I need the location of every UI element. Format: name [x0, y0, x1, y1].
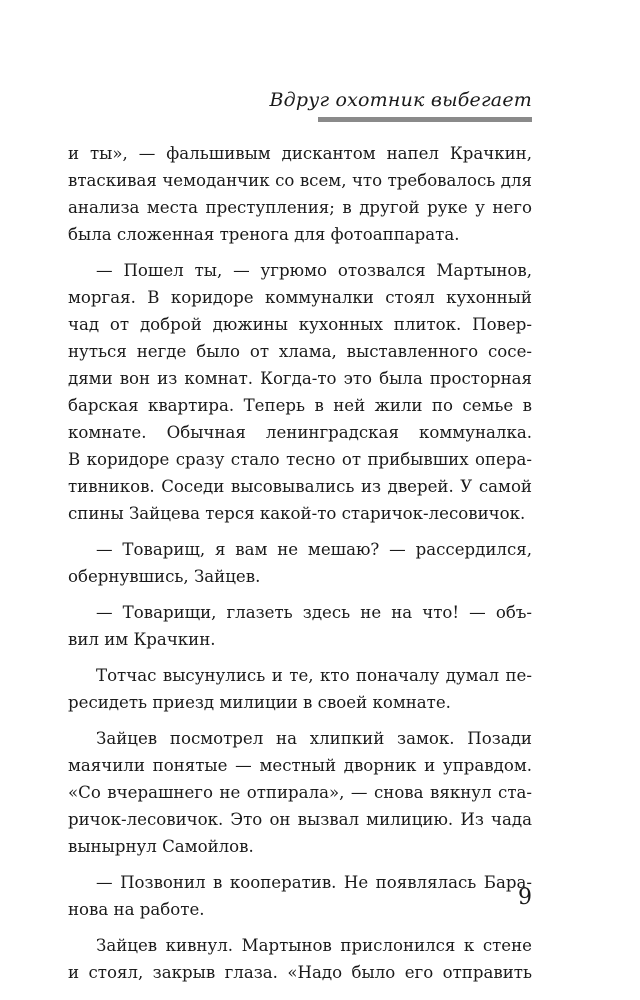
text-line: анализа места преступления; в другой руке у него [68, 198, 532, 217]
text-line: была сложенная тренога для фотоаппарата. [68, 225, 460, 244]
text-line: барская квартира. Теперь в ней жили по семье в [68, 396, 532, 415]
text-line: Зайцев посмотрел на хлипкий замок. Позади [96, 729, 532, 748]
text-line: «Со вчерашнего не отпирала», — снова вякнул ста- [68, 783, 532, 802]
paragraph [68, 257, 532, 527]
text-line: вил им Крачкин. [68, 630, 216, 649]
text-line: дями вон из комнат. Когда-то это была просторная [68, 369, 532, 388]
text-line: Тотчас высунулись и те, кто поначалу думал пе- [96, 666, 532, 685]
text-line: — Товарищ, я вам не мешаю? — рассердился, [96, 540, 532, 559]
text-line: втаскивая чемоданчик со всем, что требовалось для [68, 171, 532, 190]
text-line: и стоял, закрыв глаза. «Надо было его отправить [68, 963, 532, 982]
text-line: комнате. Обычная ленинградская коммуналка. [68, 423, 532, 442]
text-line: спины Зайцева терся какой-то старичок-лесовичок. [68, 504, 526, 523]
text-line: нуться негде было от хлама, выставленного сосе- [68, 342, 532, 361]
text-line: чад от доброй дюжины кухонных плиток. Повер- [68, 315, 532, 334]
paragraph [68, 932, 532, 986]
running-head: Вдруг охотник выбегает [269, 89, 532, 111]
paragraph [68, 599, 532, 653]
text-line: моргая. В коридоре коммуналки стоял кухонный [68, 288, 532, 307]
paragraph [68, 725, 532, 860]
text-line: Зайцев кивнул. Мартынов прислонился к стене [96, 936, 532, 955]
paragraph [68, 662, 532, 716]
page-number: 9 [518, 885, 532, 910]
text-line: — Позвонил в кооператив. Не появлялась Бара- [96, 873, 532, 892]
text-line: вынырнул Самойлов. [68, 837, 254, 856]
text-line: маячили понятые — местный дворник и управдом. [68, 756, 532, 775]
text-line: — Товарищи, глазеть здесь не на что! — объ- [96, 603, 532, 622]
paragraph [68, 536, 532, 590]
text-line: ресидеть приезд милиции в своей комнате. [68, 693, 451, 712]
running-head-rule [318, 117, 532, 122]
text-line: — Пошел ты, — угрюмо отозвался Мартынов, [96, 261, 532, 280]
body-text [68, 140, 532, 995]
text-line: обернувшись, Зайцев. [68, 567, 261, 586]
text-line: В коридоре сразу стало тесно от прибывших опера- [68, 450, 532, 469]
paragraph [68, 140, 532, 248]
paragraph [68, 869, 532, 923]
text-line: нова на работе. [68, 900, 205, 919]
text-line: и ты», — фальшивым дискантом напел Крачкин, [68, 144, 532, 163]
text-line: тивников. Соседи высовывались из дверей. У самой [68, 477, 532, 496]
text-line: ричок-лесовичок. Это он вызвал милицию. Из чада [68, 810, 532, 829]
